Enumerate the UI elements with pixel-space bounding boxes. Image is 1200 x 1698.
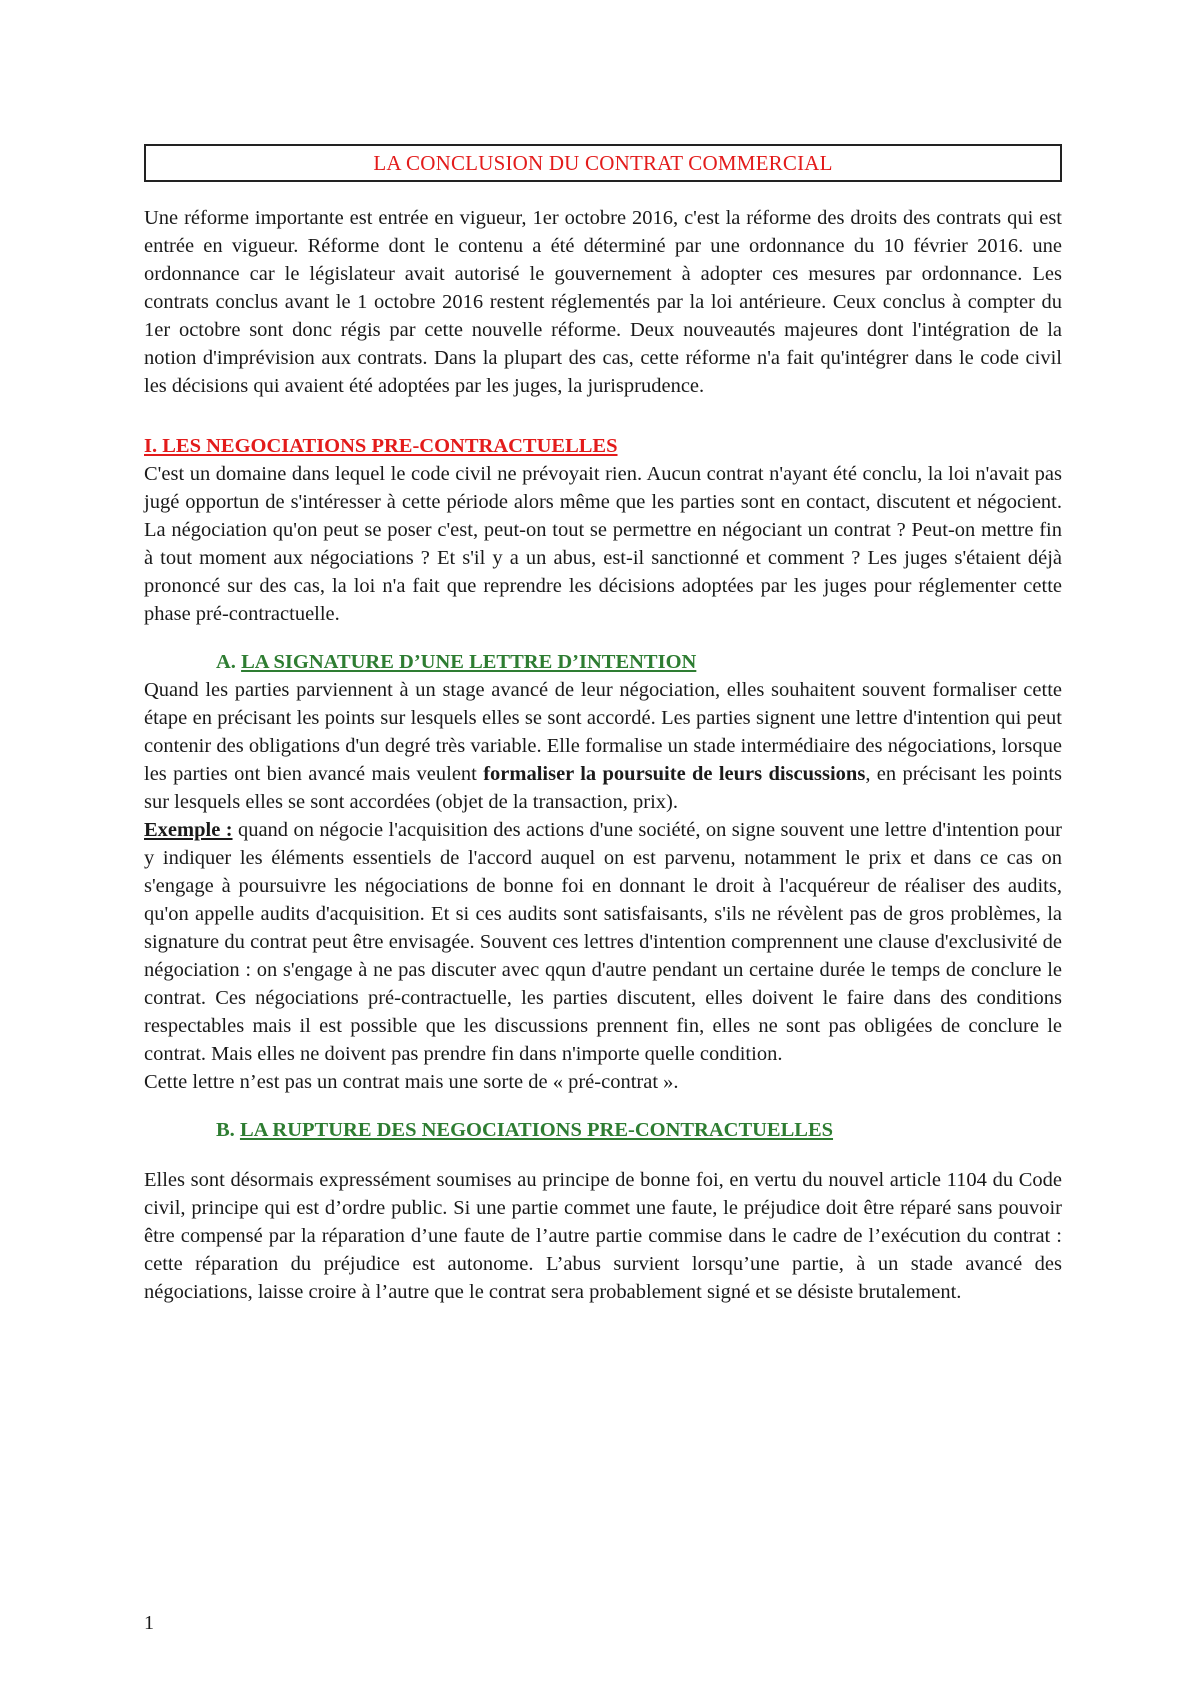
subsection-b-letter: B. [216, 1119, 240, 1141]
subsection-a-bold-text: formaliser la poursuite de leurs discussions [483, 763, 866, 785]
example-label: Exemple : [144, 819, 233, 841]
intro-paragraph: Une réforme importante est entrée en vigueur, 1er octobre 2016, c'est la réforme des droits des contrats qui est entrée en vigueur. Réforme dont le contenu a été déterminé par une ordonnance du 10 février 2016. une ordonnance car le législateur avait autorisé le gouvernement à adopter ces mesures par ordonnance. Les contrats conclus avant le 1 octobre 2016 restent réglementés par la loi antérieure. Ceux conclus à compter du 1er octobre sont donc régis par cette nouvelle réforme. Deux nouveautés majeures dont l'intégration de la notion d'imprévision aux contrats. Dans la plupart des cas, cette réforme n'a fait qu'intégrer dans le code civil les décisions qui avaient été adoptées par les juges, la jurisprudence. [144, 207, 1062, 397]
subsection-a-text-2: , en précisant les points sur lesquels elles se sont accordées (objet de la transaction, prix). [144, 763, 1063, 813]
document-title: LA CONCLUSION DU CONTRAT COMMERCIAL [373, 150, 833, 175]
subsection-b-title: LA RUPTURE DES NEGOCIATIONS PRE-CONTRACTUELLES [239, 1119, 834, 1141]
subsection-a-letter: A. [216, 651, 242, 673]
subsection-a-text-1: Quand les parties parviennent à un stage avancé de leur négociation, elles souhaitent souvent formaliser cette étape en précisant les points sur lesquels elles se sont accordé. Les parties signent une lettre d'intention qui peut contenir des obligations d'un degré très variable. Elle formalise un stade intermédiaire des négociations, lorsque les parties ont bien avancé mais veulent [144, 679, 1062, 785]
page-number: 1 [144, 1612, 154, 1634]
subsection-b-paragraph: Elles sont désormais expressément soumises au principe de bonne foi, en vertu du nouvel article 1104 du Code civil, principe qui est d’ordre public. Si une partie commet une faute, le préjudice doit être réparé sans pouvoir être compensé par la réparation d’une faute de l’autre partie commise dans le cadre de l’exécution du contrat : cette réparation du préjudice est autonome. L’abus survient lorsqu’une partie, à un stade avancé des négociations, laisse croire à l’autre que le contrat sera probablement signé et se désiste brutalement. [144, 1169, 1062, 1303]
subsection-a-paragraph [144, 676, 1062, 816]
example-paragraph [144, 816, 1062, 1068]
title-box [144, 144, 1062, 182]
document-page [144, 144, 1062, 1306]
section-1-heading: I. LES NEGOCIATIONS PRE-CONTRACTUELLES [144, 435, 618, 457]
subsection-b-heading [216, 1116, 1062, 1144]
example-text: quand on négocie l'acquisition des actions d'une société, on signe souvent une lettre d'intention pour y indiquer les éléments essentiels de l'accord auquel on est parvenu, notamment le prix et dans ce cas on s'engage à poursuivre les négociations de bonne foi en donnant le droit à l'acquéreur de réaliser des audits, qu'on appelle audits d'acquisition. Et si ces audits sont satisfaisants, s'ils ne révèlent pas de gros problèmes, la signature du contrat peut être envisagée. Souvent ces lettres d'intention comprennent une clause d'exclusivité de négociation : on s'engage à ne pas discuter avec qqun d'autre pendant un certaine durée le temps de conclure le contrat. Ces négociations pré-contractuelle, les parties discutent, elles doivent le faire dans des conditions respectables mais il est possible que les discussions prennent fin, elles ne sont pas obligées de conclure le contrat. Mais elles ne doivent pas prendre fin dans n'importe quelle condition. [144, 819, 1062, 1065]
section-1-paragraph: C'est un domaine dans lequel le code civil ne prévoyait rien. Aucun contrat n'ayant été conclu, la loi n'avait pas jugé opportun de s'intéresser à cette période alors même que les parties sont en contact, discutent et négocient. La négociation qu'on peut se poser c'est, peut-on tout se permettre en négociant un contrat ? Peut-on mettre fin à tout moment aux négociations ? Et s'il y a un abus, est-il sanctionné et comment ? Les juges s'étaient déjà prononcé sur des cas, la loi n'a fait que reprendre les décisions adoptées par les juges pour réglementer cette phase pré-contractuelle. [144, 463, 1062, 625]
subsection-a-title: LA SIGNATURE D’UNE LETTRE D’INTENTION [241, 651, 697, 673]
subsection-a-heading [216, 648, 1062, 676]
closing-line: Cette lettre n’est pas un contrat mais une sorte de « pré-contrat ». [144, 1071, 679, 1093]
